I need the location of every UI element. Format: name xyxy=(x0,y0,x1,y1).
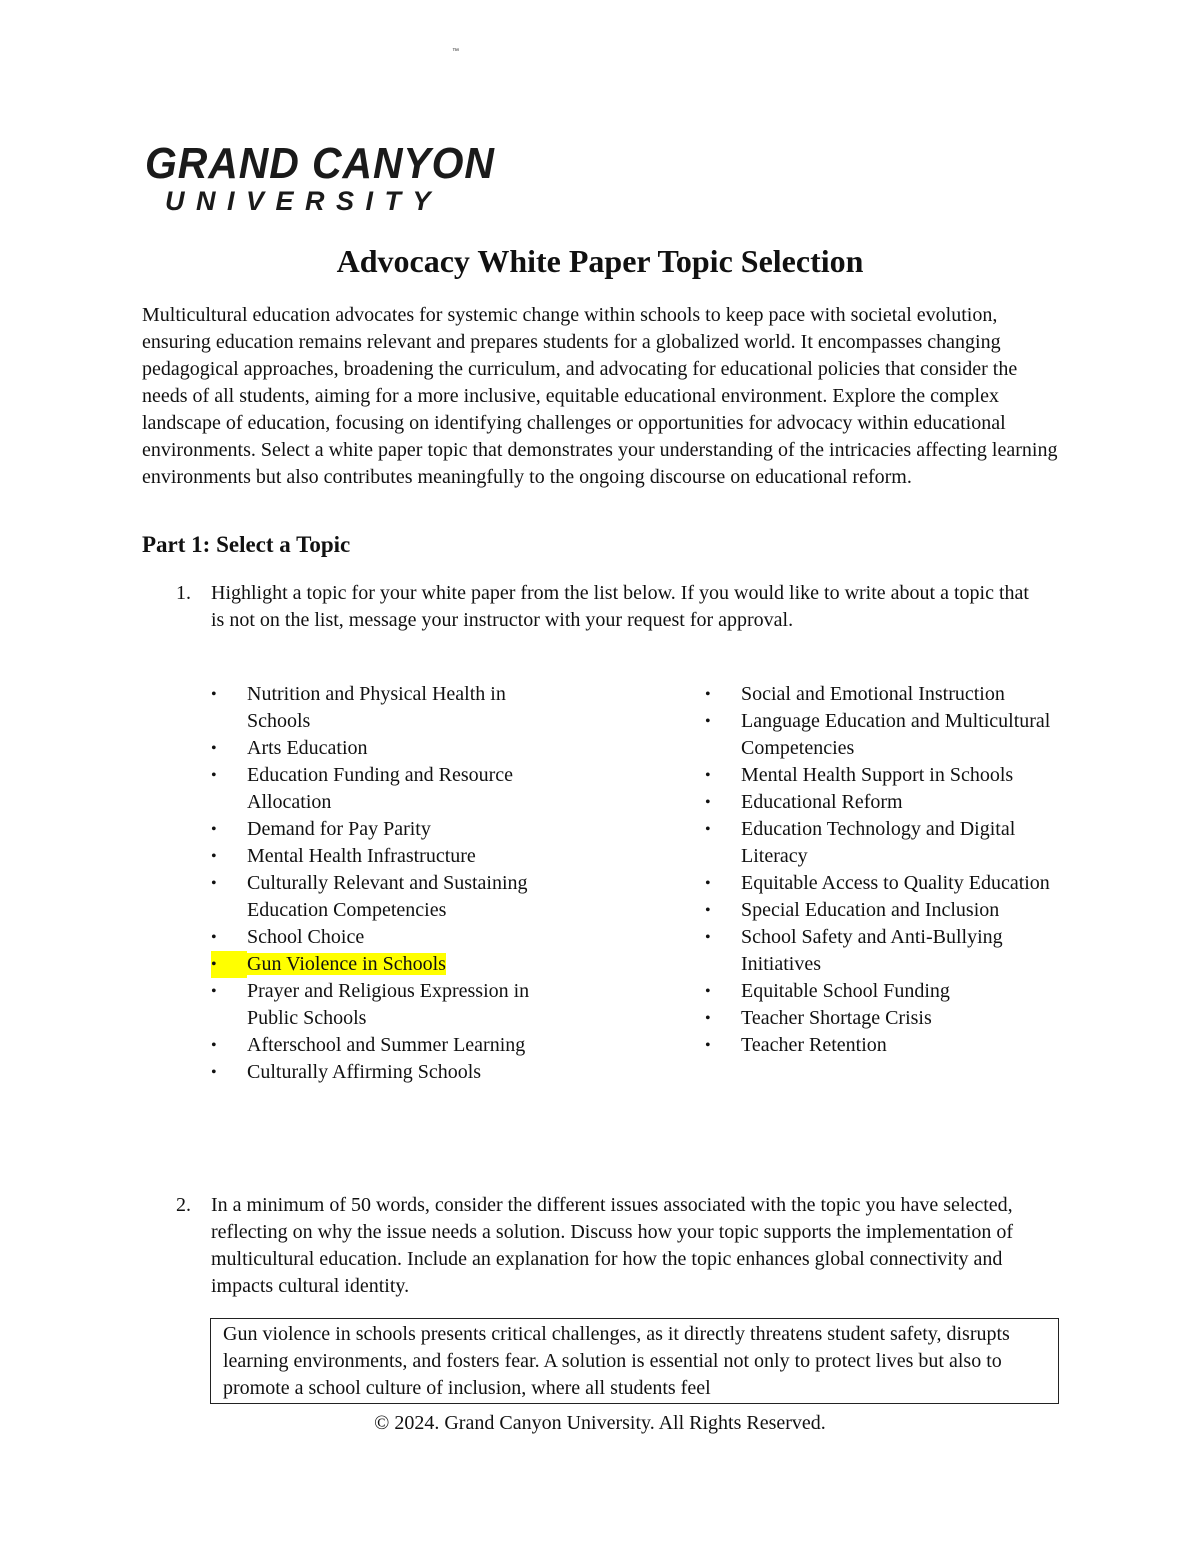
university-logo xyxy=(145,139,495,220)
part-1-heading: Part 1: Select a Topic xyxy=(142,532,351,557)
copyright-footer: © 2024. Grand Canyon University. All Rights Reserved. xyxy=(374,1412,826,1434)
topic-item[interactable]: • Mental Health Support in Schools xyxy=(705,762,1065,789)
topic-item[interactable]: • Education Technology and Digital Literacy xyxy=(705,816,1065,870)
topic-item[interactable]: • Nutrition and Physical Health in Schools xyxy=(211,681,571,735)
topic-item[interactable]: • Education Funding and Resource Allocation xyxy=(211,762,571,816)
logo-text-grand-canyon: GRAND CANYON xyxy=(145,139,495,188)
page-title: Advocacy White Paper Topic Selection xyxy=(336,243,864,279)
topic-item[interactable]: • Social and Emotional Instruction xyxy=(705,681,1065,708)
instruction-item-2 xyxy=(142,1192,1032,1300)
topic-item[interactable]: • Language Education and Multicultural Competencies xyxy=(705,708,1065,762)
topic-item[interactable]: • Equitable Access to Quality Education xyxy=(705,870,1065,897)
instruction-item-1 xyxy=(142,580,1032,634)
highlighted-topic: Gun Violence in Schools xyxy=(247,953,446,975)
item-number: 1. xyxy=(176,582,191,604)
topic-item[interactable]: • Culturally Affirming Schools xyxy=(211,1059,571,1086)
topic-item[interactable]: • Teacher Shortage Crisis xyxy=(705,1005,1065,1032)
topic-item-selected[interactable] xyxy=(211,951,571,978)
topic-item[interactable]: • Afterschool and Summer Learning xyxy=(211,1032,571,1059)
topic-item[interactable]: • Equitable School Funding xyxy=(705,978,1065,1005)
logo-trademark: ™ xyxy=(452,48,459,55)
item-number: 2. xyxy=(176,1194,191,1216)
topic-item[interactable]: • Mental Health Infrastructure xyxy=(211,843,571,870)
answer-text-box[interactable]: Gun violence in schools presents critical challenges, as it directly threatens student safety, disrupts learning environments, and fosters fear. A solution is essential not only to protect lives but also to promote a school culture of inclusion, where all students feel xyxy=(210,1318,1059,1404)
topic-item[interactable]: • School Safety and Anti-Bullying Initiatives xyxy=(705,924,1065,978)
topic-item[interactable]: • Arts Education xyxy=(211,735,571,762)
item-text: In a minimum of 50 words, consider the different issues associated with the topic you have selected, reflecting on why the issue needs a solution. Discuss how your topic supports the implementation of multicultural education. Include an explanation for how the topic enhances global connectivity and impacts cultural identity. xyxy=(211,1194,1014,1297)
intro-paragraph: Multicultural education advocates for systemic change within schools to keep pace with societal evolution, ensuring education remains relevant and prepares students for a globalized world. It encompasses changing pedagogical approaches, broadening the curriculum, and advocating for educational policies that consider the needs of all students, aiming for a more inclusive, equitable educational environment. Explore the complex landscape of education, focusing on identifying challenges or opportunities for advocacy within educational environments. Select a white paper topic that demonstrates your understanding of the intricacies affecting learning environments but also contributes meaningfully to the ongoing discourse on educational reform. xyxy=(142,304,1058,488)
topic-item[interactable]: • School Choice xyxy=(211,924,571,951)
topic-list-right xyxy=(705,681,1065,1059)
item-text: Highlight a topic for your white paper from the list below. If you would like to write about a topic that is not on the list, message your instructor with your request for approval. xyxy=(211,582,1029,631)
logo-text-university: UNIVERSITY xyxy=(165,186,443,216)
topic-item[interactable]: • Educational Reform xyxy=(705,789,1065,816)
topic-item[interactable]: • Prayer and Religious Expression in Public Schools xyxy=(211,978,571,1032)
topic-item[interactable]: • Special Education and Inclusion xyxy=(705,897,1065,924)
topic-item[interactable]: • Culturally Relevant and Sustaining Education Competencies xyxy=(211,870,571,924)
topic-list-left xyxy=(211,681,571,1086)
topic-item[interactable]: • Teacher Retention xyxy=(705,1032,1065,1059)
topic-item[interactable]: • Demand for Pay Parity xyxy=(211,816,571,843)
